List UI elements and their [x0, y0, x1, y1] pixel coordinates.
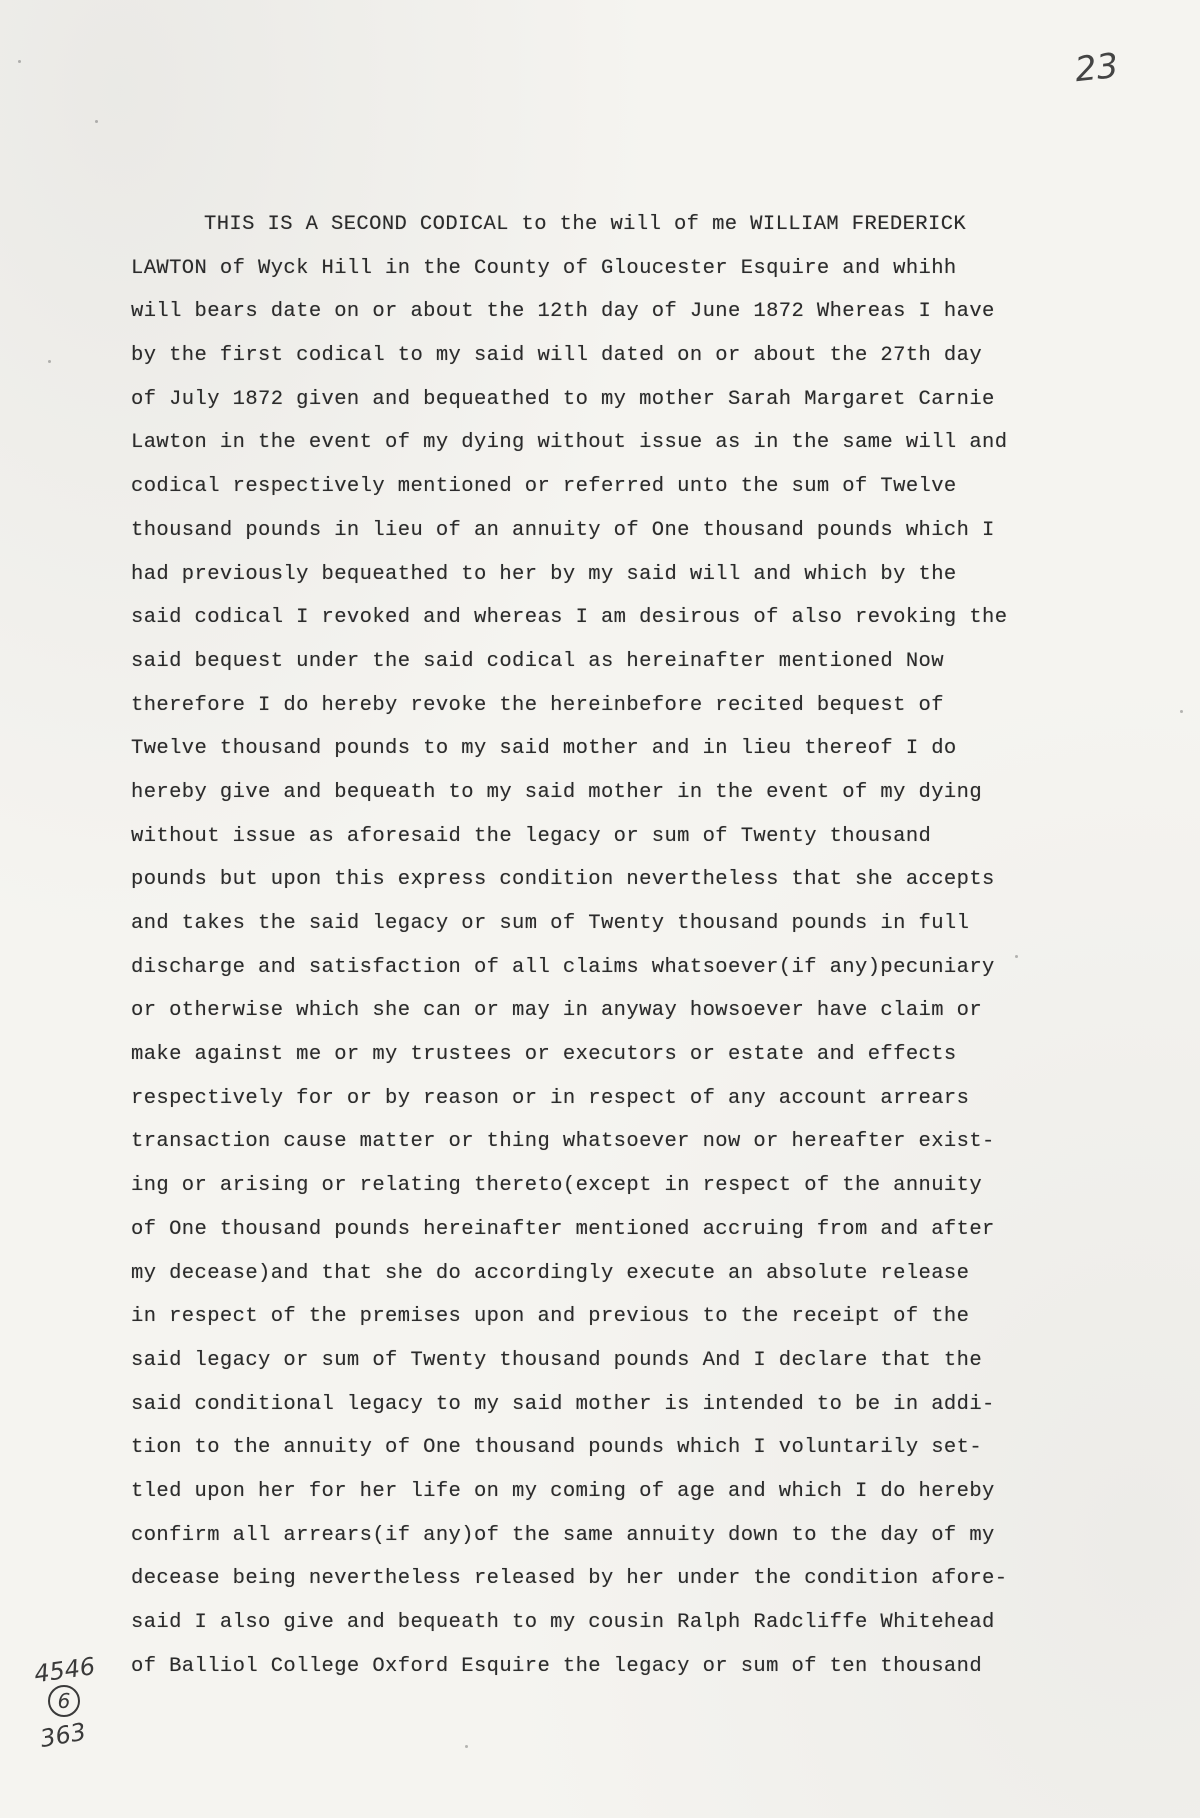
text-line: will bears date on or about the 12th day of June 1872 Whereas I have	[131, 300, 995, 324]
text-line: therefore I do hereby revoke the hereinbefore recited bequest of	[131, 693, 944, 717]
text-line: tion to the annuity of One thousand pounds which I voluntarily set-	[131, 1436, 983, 1460]
text-line: had previously bequeathed to her by my said will and which by the	[131, 562, 957, 586]
text-line: codical respectively mentioned or referred unto the sum of Twelve	[131, 475, 957, 499]
text-line: respectively for or by reason or in respect of any account arrears	[131, 1086, 970, 1110]
text-line: tled upon her for her life on my coming of age and which I do hereby	[131, 1479, 995, 1503]
text-line: said codical I revoked and whereas I am desirous of also revoking the	[131, 606, 1008, 630]
paper-speck	[1015, 955, 1018, 958]
text-line: my decease)and that she do accordingly execute an absolute release	[131, 1261, 970, 1285]
text-line: said bequest under the said codical as hereinafter mentioned Now	[131, 649, 944, 673]
archive-ref-folio: 363	[38, 1717, 89, 1754]
text-line: THIS IS A SECOND CODICAL to the will of me WILLIAM FREDERICK	[204, 213, 967, 236]
text-line: of Balliol College Oxford Esquire the legacy or sum of ten thousand	[131, 1654, 983, 1678]
archive-reference-note	[32, 1652, 112, 1754]
text-line: ing or arising or relating thereto(except in respect of the annuity	[131, 1174, 983, 1198]
text-line: make against me or my trustees or executors or estate and effects	[131, 1043, 957, 1067]
page-number: 23	[1073, 45, 1121, 91]
codicil-body-text	[131, 203, 1161, 1688]
text-line: by the first codical to my said will dated on or about the 27th day	[131, 344, 983, 368]
archive-ref-circled-number: 6	[48, 1685, 80, 1717]
text-line: transaction cause matter or thing whatsoever now or hereafter exist-	[131, 1130, 995, 1154]
text-line: thousand pounds in lieu of an annuity of One thousand pounds which I	[131, 518, 995, 542]
text-line: said legacy or sum of Twenty thousand pounds And I declare that the	[131, 1348, 983, 1372]
text-line: discharge and satisfaction of all claims whatsoever(if any)pecuniary	[131, 955, 995, 979]
text-line: and takes the said legacy or sum of Twenty thousand pounds in full	[131, 912, 970, 935]
paper-speck	[48, 360, 51, 363]
paper-speck	[1180, 710, 1183, 713]
text-line: confirm all arrears(if any)of the same annuity down to the day of my	[131, 1523, 995, 1547]
text-line: pounds but upon this express condition nevertheless that she accepts	[131, 868, 995, 892]
text-line: decease being nevertheless released by her under the condition afore-	[131, 1567, 1008, 1591]
text-line: of July 1872 given and bequeathed to my mother Sarah Margaret Carnie	[131, 387, 995, 411]
text-line: Lawton in the event of my dying without issue as in the same will and	[131, 431, 1008, 455]
paper-speck	[465, 1745, 468, 1748]
archive-ref-number: 4546	[32, 1652, 97, 1689]
paper-speck	[18, 60, 21, 63]
text-line: said I also give and bequeath to my cousin Ralph Radcliffe Whitehead	[131, 1611, 995, 1634]
text-line: or otherwise which she can or may in anyway howsoever have claim or	[131, 999, 983, 1023]
paper-speck	[95, 120, 98, 123]
text-line: LAWTON of Wyck Hill in the County of Gloucester Esquire and whihh	[131, 256, 957, 280]
text-line: of One thousand pounds hereinafter mentioned accruing from and after	[131, 1217, 995, 1241]
text-line: Twelve thousand pounds to my said mother and in lieu thereof I do	[131, 737, 957, 761]
text-line: said conditional legacy to my said mother is intended to be in addi-	[131, 1392, 995, 1416]
text-line: without issue as aforesaid the legacy or sum of Twenty thousand	[131, 824, 932, 848]
text-line: in respect of the premises upon and previous to the receipt of the	[131, 1305, 970, 1329]
text-line: hereby give and bequeath to my said mother in the event of my dying	[131, 780, 983, 804]
